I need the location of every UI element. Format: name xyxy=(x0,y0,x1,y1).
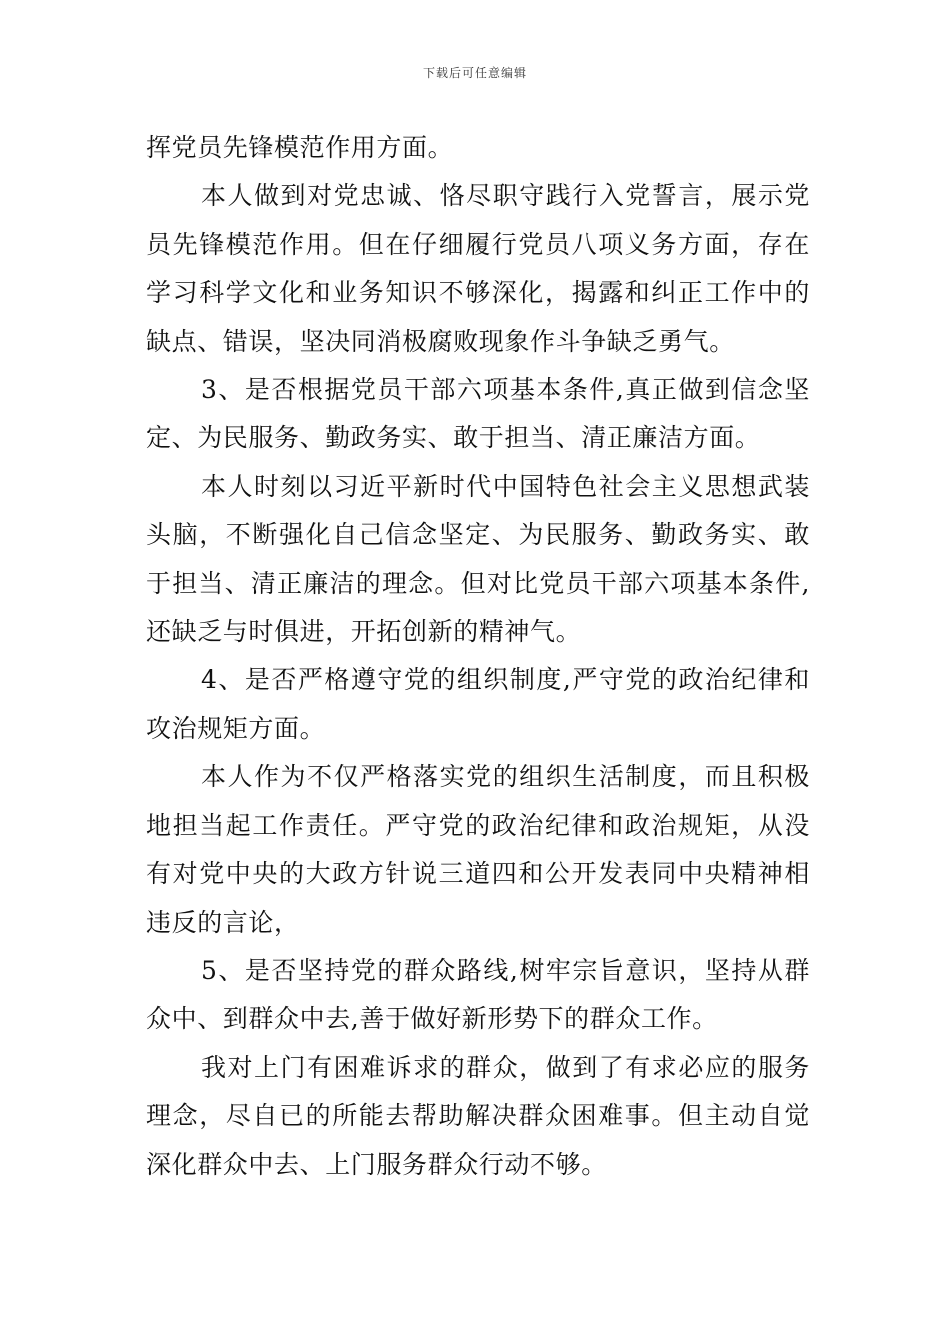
paragraph: 本人作为不仅严格落实党的组织生活制度，而且积极地担当起工作责任。严守党的政治纪律和政治规矩，从没有对党中央的大政方针说三道四和公开发表同中央精神相违反的言论， xyxy=(146,762,810,937)
paragraph: 3、是否根据党员干部六项基本条件,真正做到信念坚定、为民服务、勤政务实、敢于担当、清正廉洁方面。 xyxy=(146,375,810,453)
paragraph: 5、是否坚持党的群众路线,树牢宗旨意识，坚持从群众中、到群众中去,善于做好新形势下的群众工作。 xyxy=(146,955,810,1034)
paragraph: 挥党员先锋模范作用方面。 xyxy=(146,133,454,162)
document-body xyxy=(146,124,810,1189)
paragraph: 本人时刻以习近平新时代中国特色社会主义思想武装头脑，不断强化自己信念坚定、为民服务、勤政务实、敢于担当、清正廉洁的理念。但对比党员干部六项基本条件,还缺乏与时俱进，开拓创新的精神气。 xyxy=(146,471,810,647)
page-header-note: 下载后可任意编辑 xyxy=(422,66,527,80)
paragraph: 我对上门有困难诉求的群众，做到了有求必应的服务理念，尽自已的所能去帮助解决群众困难事。但主动自觉深化群众中去、上门服务群众行动不够。 xyxy=(146,1052,810,1179)
paragraph: 4、是否严格遵守党的组织制度,严守党的政治纪律和攻治规矩方面。 xyxy=(146,665,810,743)
paragraph: 本人做到对党忠诚、恪尽职守践行入党誓言，展示党员先锋模范作用。但在仔细履行党员八项义务方面，存在学习科学文化和业务知识不够深化，揭露和纠正工作中的缺点、错误，坚决同消极腐败现象作斗争缺乏勇气。 xyxy=(146,181,810,356)
